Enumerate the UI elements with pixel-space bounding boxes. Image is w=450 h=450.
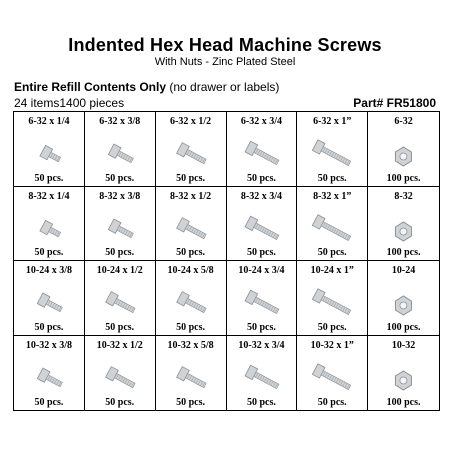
compartment-quantity: 50 pcs.: [105, 321, 135, 333]
compartment-size-label: 6-32 x 1/4: [28, 116, 70, 127]
compartment: [14, 112, 85, 187]
compartment-quantity: 100 pcs.: [386, 172, 421, 184]
compartment: [14, 187, 85, 262]
compartment: [368, 187, 439, 262]
compartment-quantity: 50 pcs.: [317, 321, 347, 333]
compartment: [297, 336, 368, 411]
compartment-quantity: 50 pcs.: [176, 247, 206, 258]
hex-nut-icon: [368, 279, 439, 327]
screw-icon: [14, 354, 84, 402]
screw-icon: [227, 354, 297, 402]
compartment: [14, 261, 85, 336]
compartment: [297, 187, 368, 262]
compartment-size-label: 8-32 x 3/8: [99, 190, 141, 202]
compartment: [227, 336, 298, 411]
compartment-size-label: 10-32 x 5/8: [167, 339, 214, 351]
compartment-quantity: 50 pcs.: [317, 247, 347, 258]
compartment-quantity: 50 pcs.: [176, 172, 206, 184]
compartment-quantity: 50 pcs.: [34, 247, 64, 258]
screw-icon: [297, 205, 367, 253]
compartment-quantity: 50 pcs.: [246, 247, 276, 258]
screw-icon: [85, 354, 155, 402]
compartment: [156, 112, 227, 187]
refill-bold: Entire Refill Contents Only: [14, 80, 167, 94]
compartment: [85, 187, 156, 262]
compartment: [297, 112, 368, 187]
compartment: [156, 261, 227, 336]
compartment-size-label: 6-32 x 3/8: [99, 116, 141, 127]
compartment-size-label: 10-32 x 1”: [310, 339, 354, 351]
compartment-size-label: 8-32 x 1/4: [28, 190, 70, 202]
screw-icon: [297, 354, 367, 402]
screw-icon: [14, 205, 84, 253]
compartment: [85, 112, 156, 187]
screw-icon: [227, 130, 297, 178]
compartment-quantity: 50 pcs.: [246, 172, 276, 184]
screw-icon: [297, 130, 367, 178]
compartment-quantity: 50 pcs.: [105, 247, 135, 258]
compartment: [227, 112, 298, 187]
compartment-size-label: 10-24 x 1”: [310, 265, 354, 276]
compartment-size-label: 8-32: [394, 190, 413, 202]
compartment-size-label: 10-32 x 3/8: [25, 339, 72, 351]
screw-icon: [227, 205, 297, 253]
screw-icon: [14, 130, 84, 178]
compartment-size-label: 10-24 x 3/4: [238, 265, 285, 276]
compartment: [368, 112, 439, 187]
compartment-quantity: 50 pcs.: [176, 321, 206, 333]
screw-icon: [156, 205, 226, 253]
compartment-size-label: 10-24 x 3/8: [25, 265, 72, 276]
compartment-quantity: 50 pcs.: [246, 321, 276, 333]
assortment-grid: [13, 111, 440, 411]
compartment: [85, 336, 156, 411]
compartment-size-label: 10-24 x 5/8: [167, 265, 214, 276]
compartment: [14, 336, 85, 411]
page-title: Indented Hex Head Machine Screws: [68, 35, 382, 55]
compartment: [368, 336, 439, 411]
compartment-size-label: 10-32 x 3/4: [238, 339, 285, 351]
compartment: [156, 187, 227, 262]
compartment-quantity: 50 pcs.: [246, 397, 276, 408]
refill-suffix: (no drawer or labels): [166, 80, 280, 94]
compartment-size-label: 10-24: [391, 265, 416, 276]
compartment-quantity: 100 pcs.: [386, 321, 421, 333]
screw-icon: [14, 279, 84, 327]
hex-nut-icon: [368, 130, 439, 178]
compartment-size-label: 8-32 x 1/2: [170, 190, 212, 202]
hex-nut-icon: [368, 205, 439, 253]
compartment-size-label: 6-32 x 1”: [313, 116, 352, 127]
screw-icon: [156, 354, 226, 402]
compartment-quantity: 50 pcs.: [105, 172, 135, 184]
hex-nut-icon: [368, 354, 439, 402]
screw-icon: [85, 130, 155, 178]
compartment: [156, 336, 227, 411]
compartment-size-label: 10-32 x 1/2: [96, 339, 143, 351]
compartment-size-label: 10-32: [391, 339, 416, 351]
compartment-quantity: 50 pcs.: [105, 397, 135, 408]
compartment: [227, 187, 298, 262]
compartment: [85, 261, 156, 336]
refill-note: [14, 80, 279, 94]
compartment-quantity: 50 pcs.: [317, 172, 347, 184]
compartment-quantity: 50 pcs.: [176, 397, 206, 408]
page-subtitle: With Nuts - Zinc Plated Steel: [154, 56, 296, 68]
compartment: [368, 261, 439, 336]
compartment-quantity: 100 pcs.: [386, 397, 421, 408]
compartment-size-label: 8-32 x 3/4: [240, 190, 282, 202]
compartment-quantity: 50 pcs.: [317, 397, 347, 408]
compartment-quantity: 50 pcs.: [34, 397, 64, 408]
screw-icon: [156, 130, 226, 178]
screw-icon: [297, 279, 367, 327]
compartment-size-label: 8-32 x 1”: [313, 190, 352, 202]
item-count: 24 items1400 pieces: [14, 96, 125, 110]
compartment: [297, 261, 368, 336]
compartment-size-label: 6-32: [394, 116, 413, 127]
compartment-quantity: 50 pcs.: [34, 321, 64, 333]
compartment-size-label: 6-32 x 1/2: [170, 116, 212, 127]
compartment-quantity: 100 pcs.: [386, 247, 421, 258]
compartment-quantity: 50 pcs.: [34, 172, 64, 184]
screw-icon: [156, 279, 226, 327]
screw-icon: [85, 279, 155, 327]
compartment-size-label: 10-24 x 1/2: [96, 265, 143, 276]
screw-icon: [227, 279, 297, 327]
compartment: [227, 261, 298, 336]
screw-icon: [85, 205, 155, 253]
compartment-size-label: 6-32 x 3/4: [240, 116, 282, 127]
part-number: Part# FR51800: [353, 96, 436, 110]
